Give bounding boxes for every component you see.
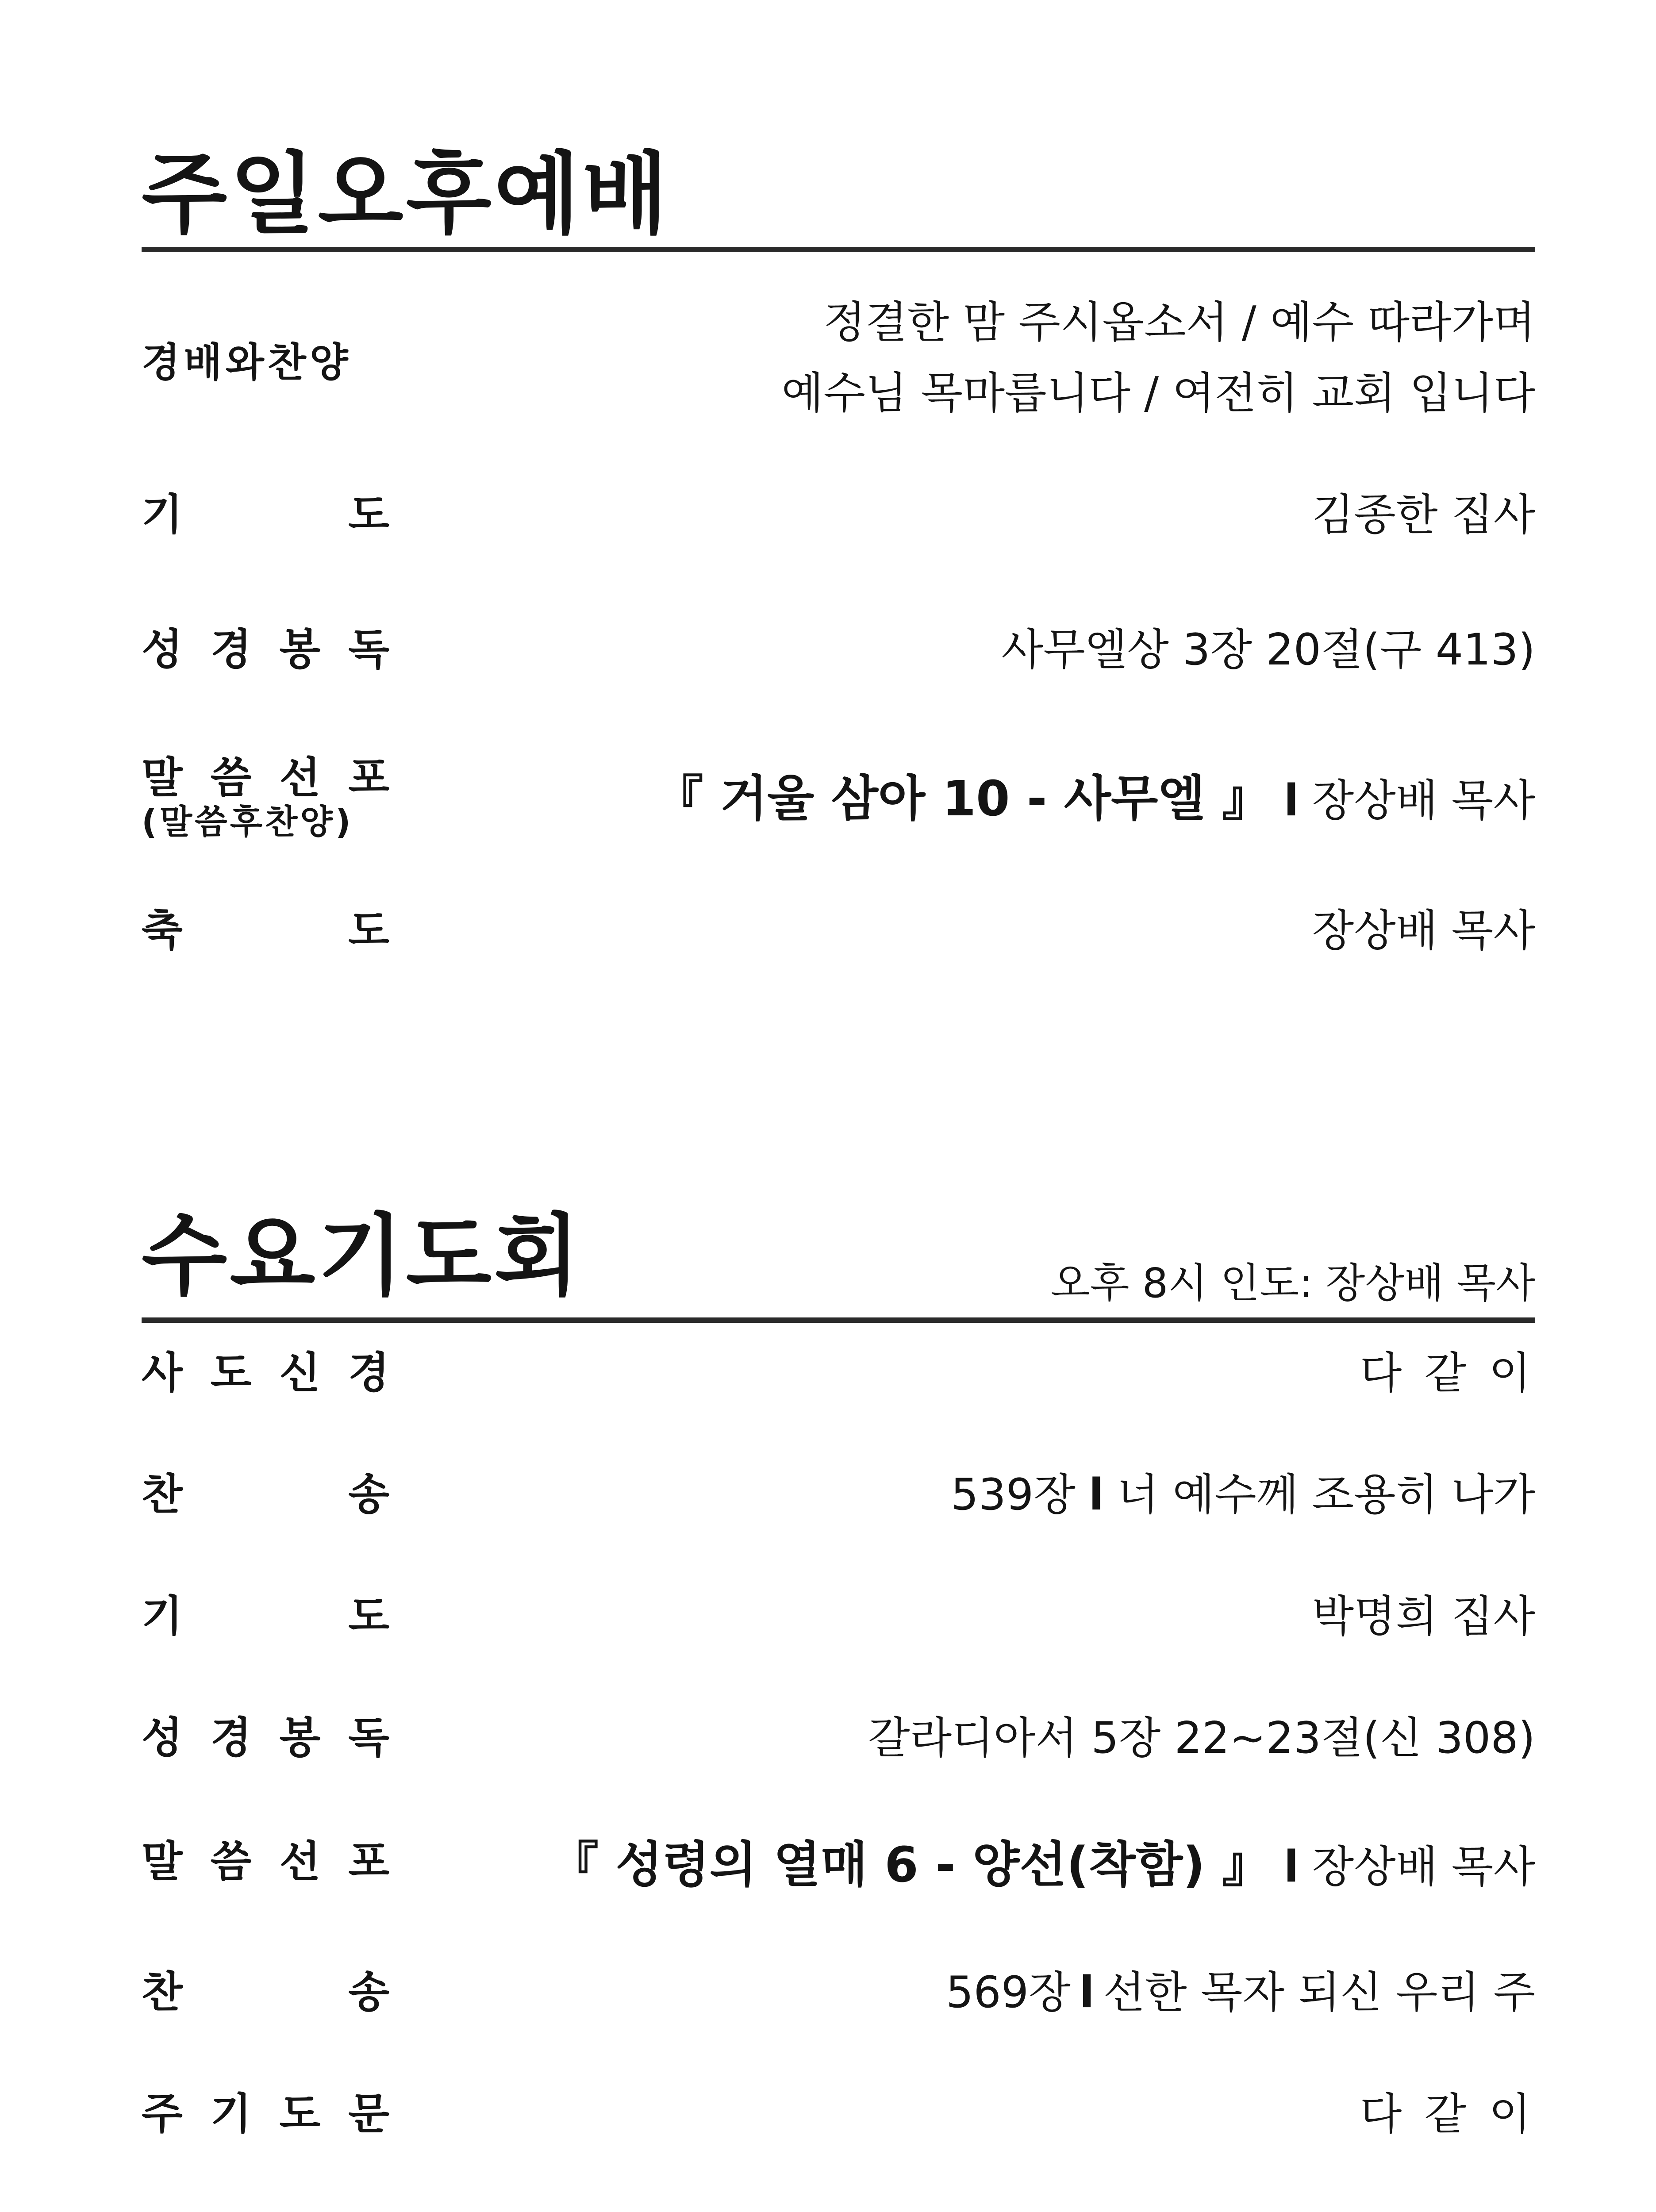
section-info: 오후 8시 인도: 장상배 목사 [1050,1260,1535,1307]
row-value: 다 같 이 [1360,2089,1535,2139]
sermon-title: 『 성령의 열매 6 - 양선(착함) 』 [550,1836,1271,1893]
row-label: 경배와찬양 [142,339,352,386]
service-row-sermon [142,1836,1535,1902]
row-label: 기 도 [142,1591,389,1641]
service-row-hymn-1 [142,1470,1535,1526]
preacher: 장상배 목사 [1312,1842,1535,1892]
sunday-afternoon-section [142,133,1535,1018]
hymn-line [946,1967,1535,2018]
separator: l [1088,1470,1104,1520]
separator: l [1079,1967,1095,2018]
sermon-title: 『 거울 삼아 10 - 사무엘 』 [654,770,1271,827]
row-value: 사무엘상 3장 20절(구 413) [1001,625,1535,675]
row-label: 성 경 봉 독 [142,1713,389,1763]
praise-songs-line-2: 예수님 목마릅니다 / 여전히 교회 입니다 [781,368,1535,419]
section-title: 수요기도회 [142,1205,583,1308]
section-title: 주일오후예배 [142,143,671,246]
service-row-praise [142,297,1535,434]
row-label: 말 씀 선 포 [142,1837,389,1886]
service-row-scripture [142,625,1535,681]
sermon-line [550,1836,1535,1893]
sermon-line [654,770,1535,827]
service-row-creed [142,1348,1535,1405]
row-label: 사 도 신 경 [142,1348,389,1398]
wednesday-section [142,1203,1535,2212]
service-row-sermon [142,753,1535,845]
preacher: 장상배 목사 [1312,776,1535,826]
row-label: 말 씀 선 포 [142,753,389,803]
row-value: 다 같 이 [1360,1348,1535,1398]
row-label: 기 도 [142,490,389,539]
service-row-prayer [142,1591,1535,1648]
section-divider [142,247,1535,252]
separator: l [1283,1842,1299,1892]
row-value: 김종한 집사 [1312,490,1535,540]
praise-songs-line-1: 정결한 맘 주시옵소서 / 예수 따라가며 [823,297,1535,348]
hymn-line [951,1470,1535,1520]
row-label: 찬 송 [142,1470,389,1519]
row-value: 갈라디아서 5장 22~23절(신 308) [868,1713,1535,1763]
row-label: 주 기 도 문 [142,2089,389,2139]
service-row-benediction [142,906,1535,962]
service-row-scripture [142,1713,1535,1770]
row-label: 찬 송 [142,1967,389,2017]
hymn-number: 539장 [951,1470,1076,1520]
separator: l [1283,776,1299,826]
service-row-hymn-2 [142,1967,1535,2024]
section-divider [142,1317,1535,1323]
service-row-prayer [142,490,1535,546]
hymn-number: 569장 [946,1967,1071,2018]
row-label: 축 도 [142,906,389,955]
row-label-sub: (말씀후찬양) [142,802,353,841]
hymn-title: 너 예수께 조용히 나가 [1117,1470,1535,1520]
service-row-lords-prayer [142,2089,1535,2146]
hymn-title: 선한 목자 되신 우리 주 [1103,1967,1535,2018]
row-value: 박명희 집사 [1312,1591,1535,1642]
row-label: 성 경 봉 독 [142,625,389,674]
row-value: 장상배 목사 [1312,906,1535,956]
